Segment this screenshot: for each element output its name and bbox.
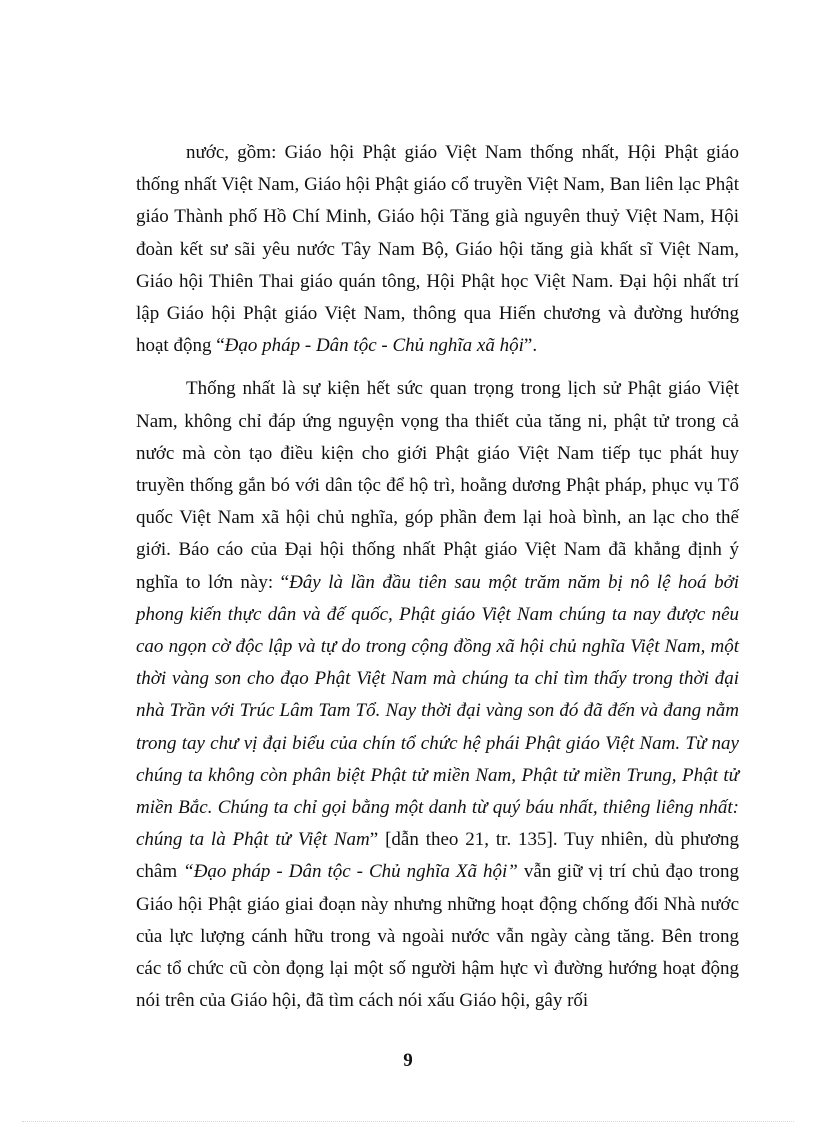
paragraph-2-italic-motto: “Đạo pháp - Dân tộc - Chủ nghĩa Xã hội” (183, 861, 518, 883)
paragraph-1 (136, 137, 739, 362)
paragraph-2-text-a: Thống nhất là sự kiện hết sức quan trọng trong lịch sử Phật giáo Việt Nam, không chỉ đáp ứng nguyện vọng tha thiết của tăng ni, phật tử trong cả nước mà còn tạo điều kiện cho giới Phật giáo Việt Nam tiếp tục phát huy truyền thống gắn bó với dân tộc để hộ trì, hoằng dương Phật pháp, phục vụ Tổ quốc Việt Nam xã hội chủ nghĩa, góp phần đem lại hoà bình, an lạc cho thế giới. Báo cáo của Đại hội thống nhất Phật giáo Việt Nam đã khẳng định ý nghĩa to lớn này: “ (136, 378, 739, 593)
paragraph-2-text-c: vẫn giữ vị trí chủ đạo trong Giáo hội Phật giáo giai đoạn này nhưng những hoạt động chống đối Nhà nước của lực lượng cánh hữu trong và ngoài nước vẫn ngày càng tăng. Bên trong các tổ chức cũ còn đọng lại một số người hậm hực vì đường hướng hoạt động nói trên của Giáo hội, đã tìm cách nói xấu Giáo hội, gây rối (136, 861, 739, 1012)
page-number: 9 (403, 1050, 413, 1071)
paragraph-2 (136, 373, 739, 1017)
paragraph-1-text-b: ”. (523, 335, 538, 357)
paragraph-2-text-b: ” [dẫn theo 21, tr. 135]. Tuy nhiên, dù phương châm (136, 829, 739, 883)
body-text (136, 137, 739, 1017)
page-bottom-divider (22, 1121, 794, 1122)
paragraph-1-text-a: nước, gồm: Giáo hội Phật giáo Việt Nam thống nhất, Hội Phật giáo thống nhất Việt Nam, Giáo hội Phật giáo cổ truyền Việt Nam, Ban liên lạc Phật giáo Thành phố Hồ Chí Minh, Giáo hội Tăng già nguyên thuỷ Việt Nam, Hội đoàn kết sư sãi yêu nước Tây Nam Bộ, Giáo hội tăng già khất sĩ Việt Nam, Giáo hội Thiên Thai giáo quán tông, Hội Phật học Việt Nam. Đại hội nhất trí lập Giáo hội Phật giáo Việt Nam, thông qua Hiến chương và đường hướng hoạt động “ (136, 142, 739, 357)
paragraph-2-italic-quote: Đây là lần đầu tiên sau một trăm năm bị nô lệ hoá bởi phong kiến thực dân và đế quốc, Phật giáo Việt Nam chúng ta nay được nêu cao ngọn cờ độc lập và tự do trong cộng đồng xã hội chủ nghĩa Việt Nam, một thời vàng son cho đạo Phật Việt Nam mà chúng ta chỉ tìm thấy trong thời đại nhà Trần với Trúc Lâm Tam Tổ. Nay thời đại vàng son đó đã đến và đang nằm trong tay chư vị đại biểu của chín tổ chức hệ phái Phật giáo Việt Nam. Từ nay chúng ta không còn phân biệt Phật tử miền Nam, Phật tử miền Trung, Phật tử miền Bắc. Chúng ta chỉ gọi bằng một danh từ quý báu nhất, thiêng liêng nhất: chúng ta là Phật tử Việt Nam (136, 571, 739, 851)
paragraph-1-italic-motto: Đạo pháp - Dân tộc - Chủ nghĩa xã hội (224, 335, 524, 357)
